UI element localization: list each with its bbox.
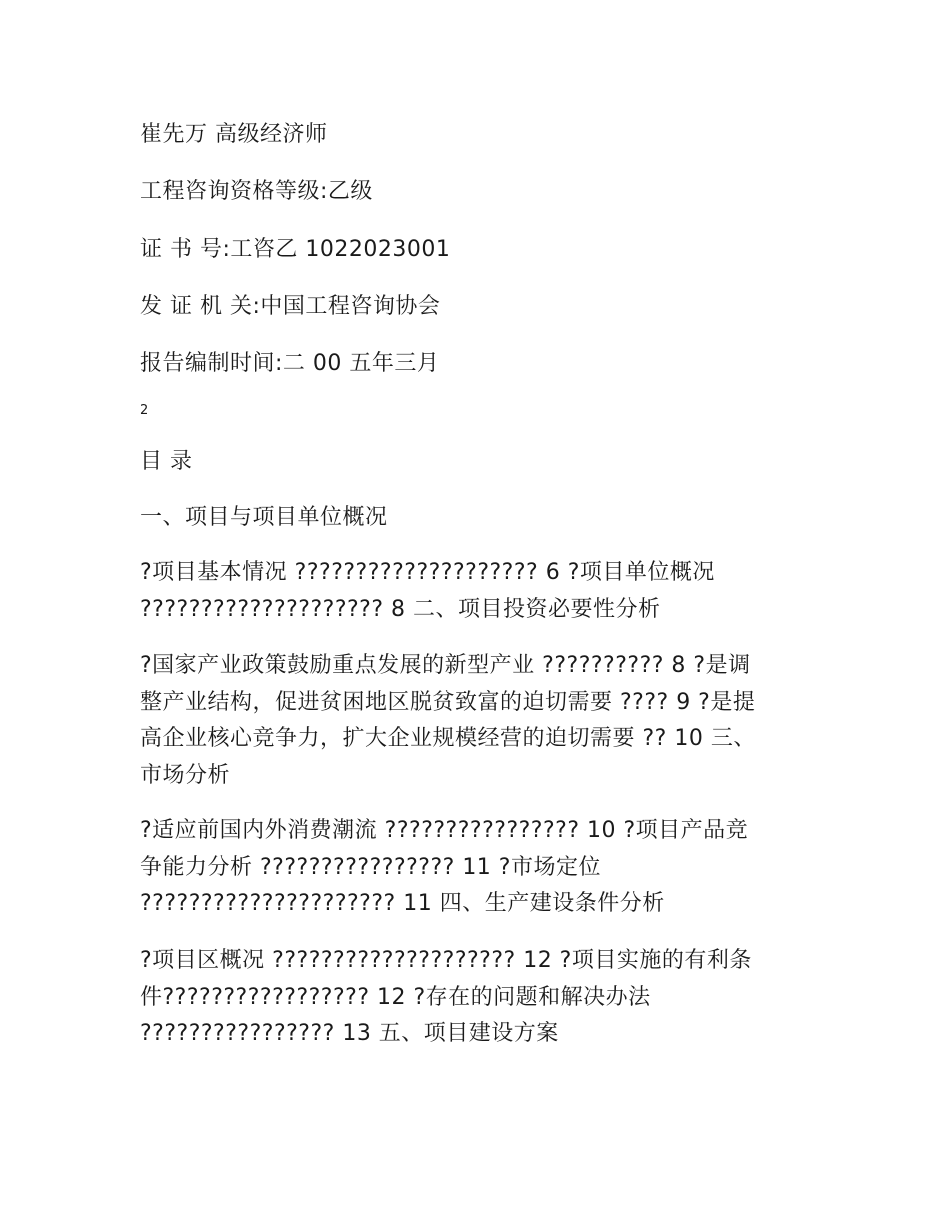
toc-paragraph-1: [140, 555, 820, 628]
date-line: 报告编制时间:二 00 五年三月: [140, 351, 440, 376]
toc-line: ?国家产业政策鼓励重点发展的新型产业 ?????????? 8 ?是调: [140, 653, 751, 678]
toc-title: 目 录: [140, 449, 193, 474]
toc-line: 争能力分析 ???????????????? 11 ?市场定位: [140, 854, 601, 880]
toc-line: 高企业核心竞争力，扩大企业规模经营的迫切需要 ?? 10 三、: [140, 726, 756, 751]
toc-line: ?项目区概况 ???????????????????? 12 ?项目实施的有利条: [140, 948, 752, 973]
toc-paragraph-4: [140, 943, 820, 1053]
qualification-line: 工程咨询资格等级:乙级: [140, 179, 373, 204]
toc-line: ?项目基本情况 ???????????????????? 6 ?项目单位概况: [140, 560, 715, 585]
toc-section1-heading: 一、项目与项目单位概况: [140, 505, 388, 530]
toc-line: ?适应前国内外消费潮流 ???????????????? 10 ?项目产品竞: [140, 818, 749, 843]
toc-line: 件????????????????? 12 ?存在的问题和解决办法: [140, 984, 651, 1010]
toc-paragraph-2: [140, 648, 820, 794]
page-number: 2: [140, 403, 149, 418]
toc-line: 整产业结构，促进贫困地区脱贫致富的迫切需要 ???? 9 ?是提: [140, 689, 756, 715]
toc-line: 市场分析: [140, 762, 231, 788]
author-line: 崔先万 高级经济师: [140, 122, 328, 147]
toc-line: ???????????????? 13 五、项目建设方案: [140, 1021, 559, 1046]
toc-line: ???????????????????? 8 二、项目投资必要性分析: [140, 596, 661, 622]
issuer-line: 发 证 机 关:中国工程咨询协会: [140, 294, 441, 319]
toc-paragraph-3: [140, 813, 820, 923]
toc-line: ????????????????????? 11 四、生产建设条件分析: [140, 891, 665, 916]
certificate-line: 证 书 号:工咨乙 1022023001: [140, 237, 451, 262]
